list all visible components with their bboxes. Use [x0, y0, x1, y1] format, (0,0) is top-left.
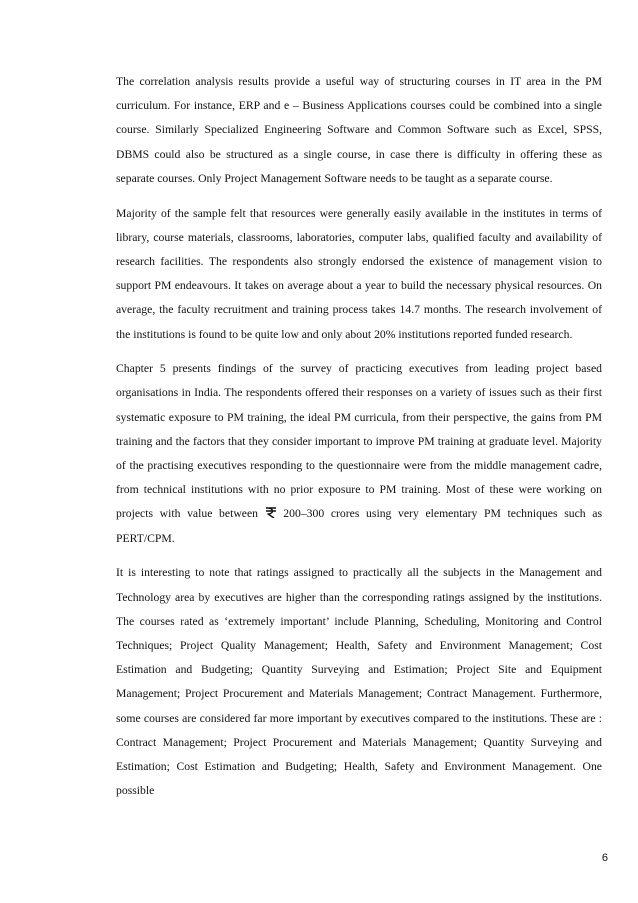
rupee-icon: [265, 503, 277, 514]
body-text: [116, 70, 602, 814]
paragraph-chapter-5-text-end: 200–300 crores using very elementary PM techniques such as PERT/CPM.: [116, 507, 603, 545]
page-number: 6: [601, 852, 608, 864]
paragraph-ratings: It is interesting to note that ratings assigned to practically all the subjects in the Management and Technology area by executives are higher than the corresponding ratings assigned by the institutions. The courses rated as ‘extremely important’ include Planning, Scheduling, Monitoring and Control Techniques; Project Quality Management; Health, Safety and Environment Management; Cost Estimation and Budgeting; Quantity Surveying and Estimation; Project Site and Equipment Management; Project Procurement and Materials Management; Contract Management. Furthermore, some courses are considered far more important by executives compared to the institutions. These are : Contract Management; Project Procurement and Materials Management; Quantity Surveying and Estimation; Cost Estimation and Budgeting; Health, Safety and Environment Management. One possible: [116, 566, 602, 798]
paragraph-correlation-analysis: The correlation analysis results provide a useful way of structuring courses in IT area in the PM curriculum. For instance, ERP and e – Business Applications courses could be combined into a single course. Similarly Specialized Engineering Software and Common Software such as Excel, SPSS, DBMS could also be structured as a single course, in case there is difficulty in offering these as separate courses. Only Project Management Software needs to be taught as a separate course.: [116, 75, 602, 185]
paragraph-chapter-5: [116, 357, 602, 551]
paragraph-chapter-5-text: Chapter 5 presents findings of the survey of practicing executives from leading project based organisations in India. The respondents offered their responses on a variety of issues such as their first systematic exposure to PM training, the ideal PM curricula, from their perspective, the gains from PM training and the factors that they consider important to improve PM training at graduate level. Majority of the practising executives responding to the questionnaire were from the middle management cadre, from technical institutions with no prior exposure to PM training. Most of these were working on projects with value between: [116, 362, 602, 521]
paragraph-resources: Majority of the sample felt that resources were generally easily available in the institutes in terms of library, course materials, classrooms, laboratories, computer labs, qualified faculty and availability of research facilities. The respondents also strongly endorsed the existence of management vision to support PM endeavours. It takes on average about a year to build the necessary physical resources. On average, the faculty recruitment and training process takes 14.7 months. The research involvement of the institutions is found to be quite low and only about 20% institutions reported funded research.: [116, 206, 602, 341]
